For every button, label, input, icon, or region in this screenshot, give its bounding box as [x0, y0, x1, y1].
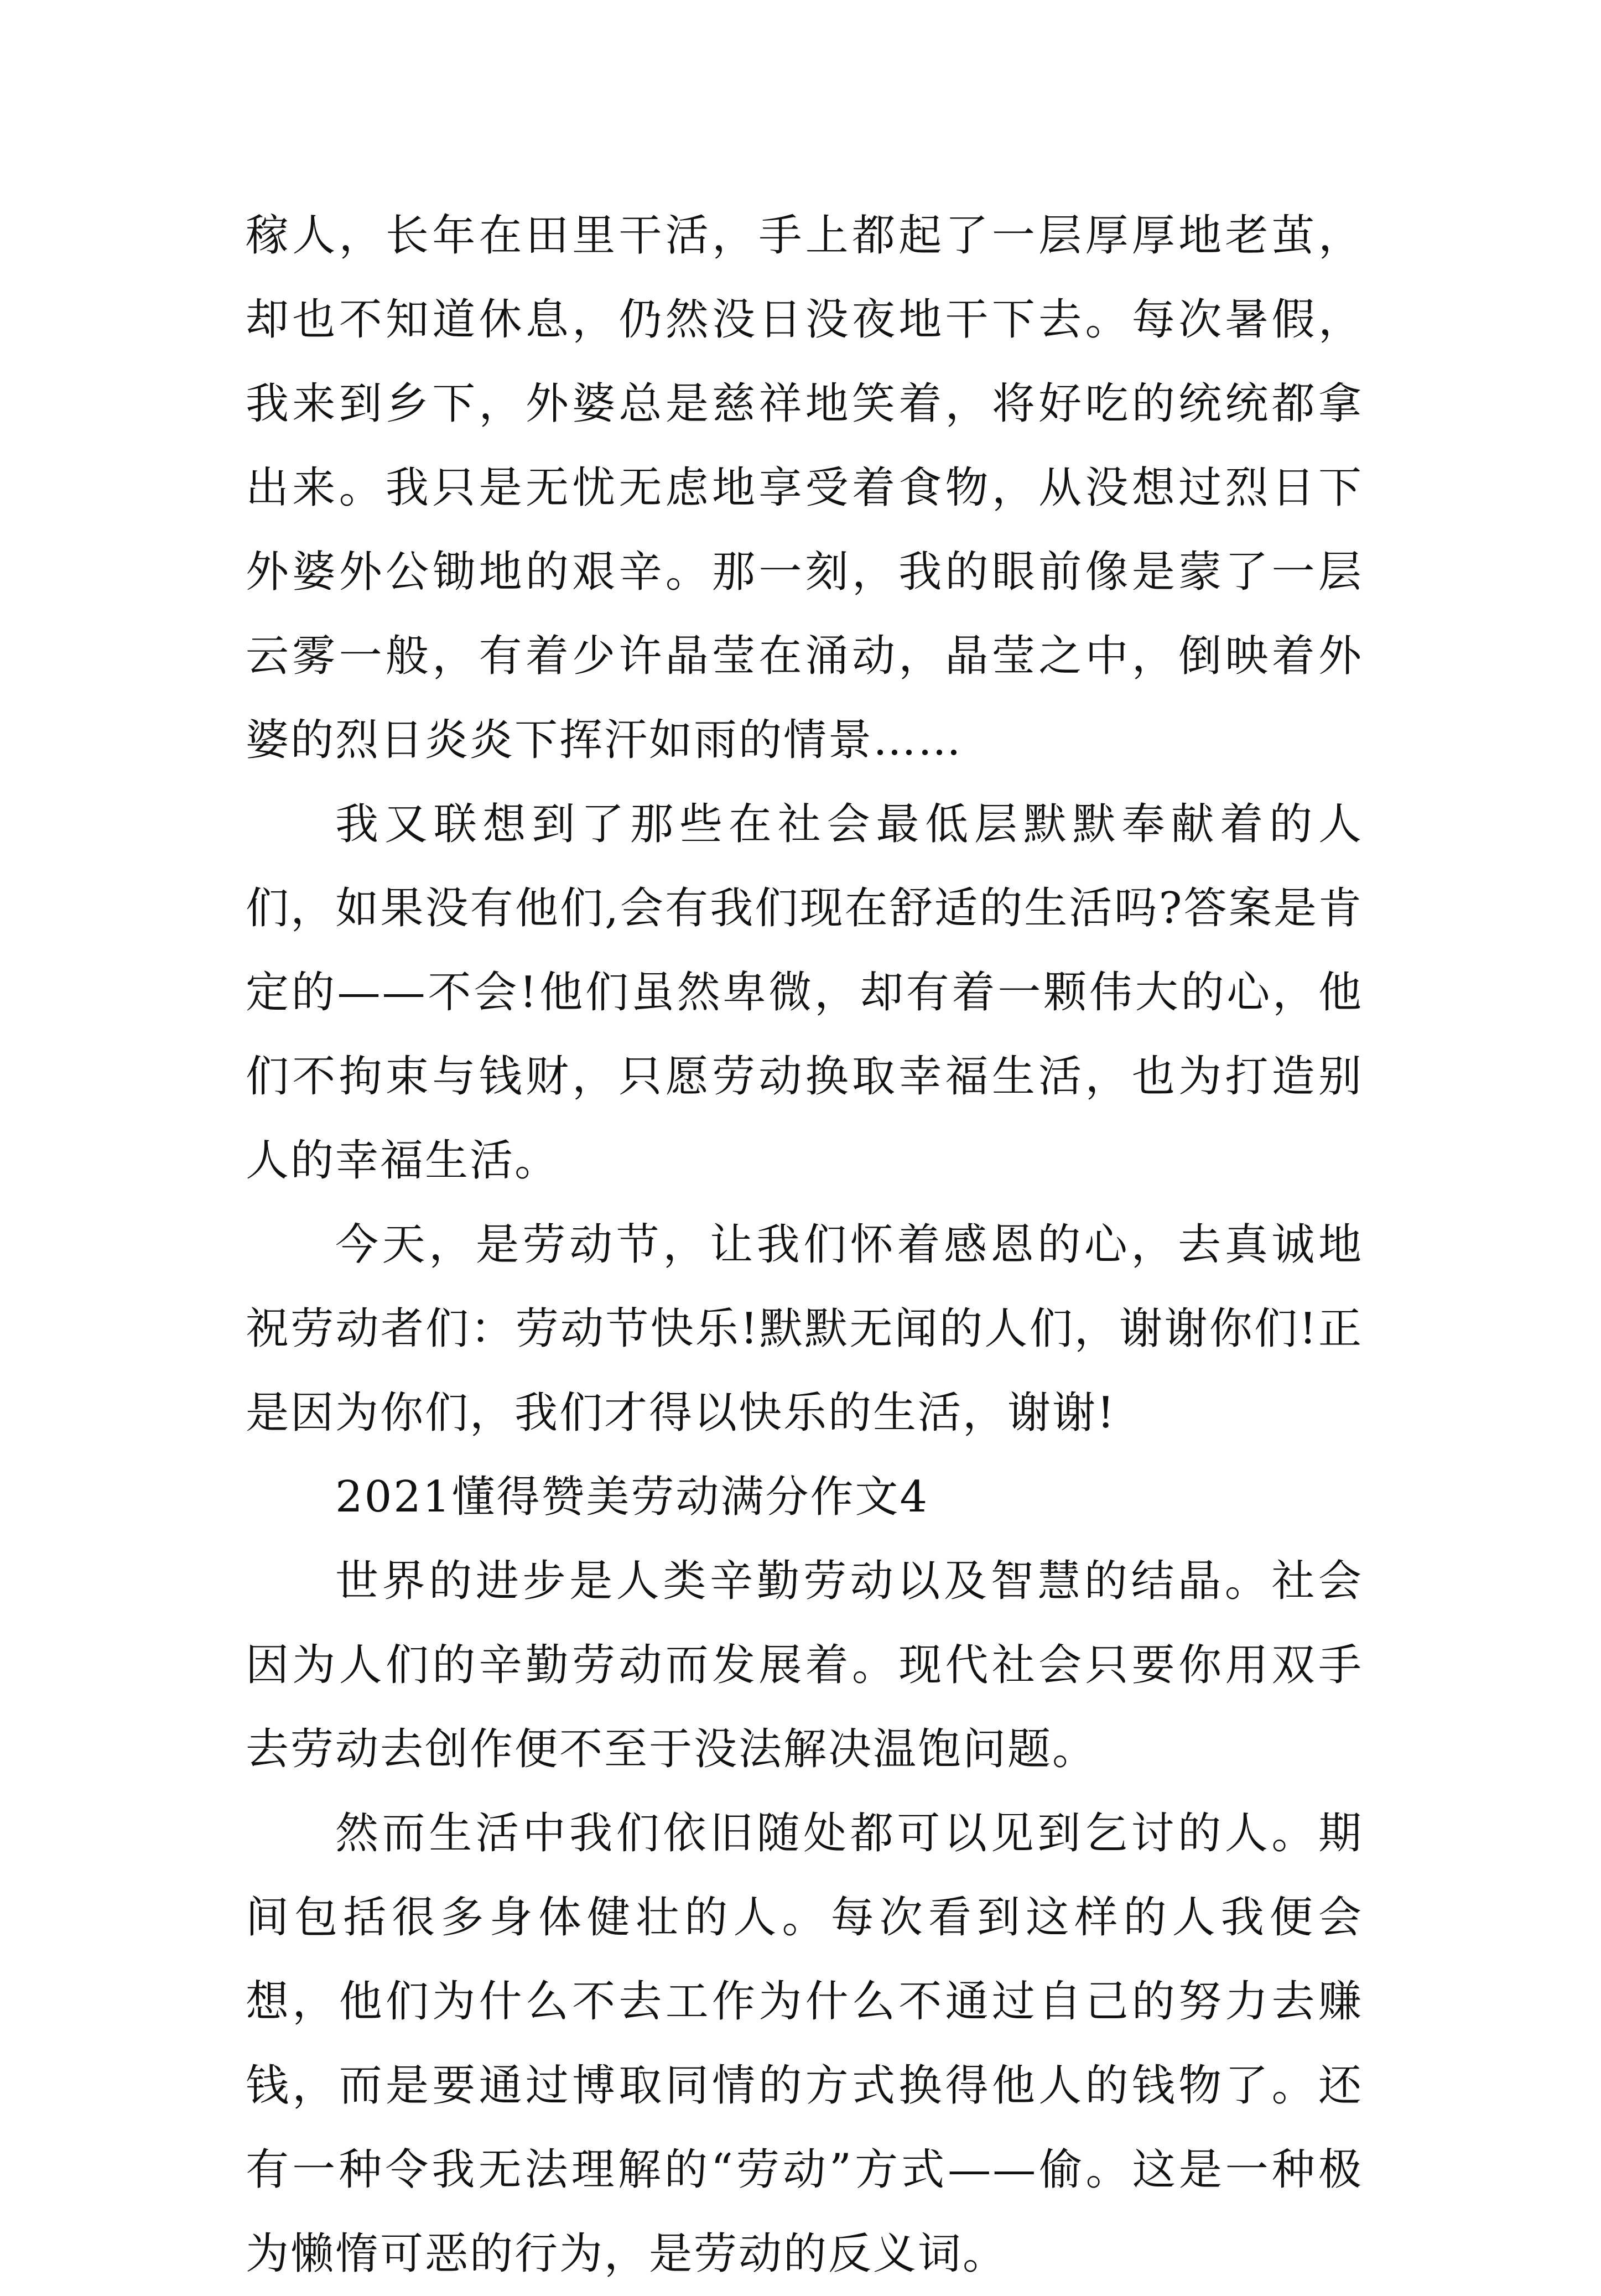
paragraph-progress: 世界的进步是人类辛勤劳动以及智慧的结晶。社会因为人们的辛勤劳动而发展着。现代社会只要你用双手去劳动去创作便不至于没法解决温饱问题。 — [246, 1556, 1363, 1774]
paragraph-workers: 我又联想到了那些在社会最低层默默奉献着的人们，如果没有他们,会有我们现在舒适的生活吗?答案是肯定的——不会!他们虽然卑微，却有着一颗伟大的心，他们不拘束与钱财，只愿劳动换取幸福生活，也为打造别人的幸福生活。 — [246, 799, 1363, 1186]
document-body — [246, 194, 1363, 2296]
section-heading: 2021懂得赞美劳动满分作文4 — [335, 1472, 929, 1522]
paragraph-begging: 然而生活中我们依旧随处都可以见到乞讨的人。期间包括很多身体健壮的人。每次看到这样的人我便会想，他们为什么不去工作为什么不通过自己的努力去赚钱，而是要通过博取同情的方式换得他人的钱物了。还有一种令我无法理解的“劳动”方式——偷。这是一种极为懒惰可恶的行为，是劳动的反义词。 — [246, 1809, 1363, 2279]
paragraph-continuation: 稼人，长年在田里干活，手上都起了一层厚厚地老茧，却也不知道休息，仍然没日没夜地干下去。每次暑假，我来到乡下，外婆总是慈祥地笑着，将好吃的统统都拿出来。我只是无忧无虑地享受着食物，从没想过烈日下外婆外公锄地的艰辛。那一刻，我的眼前像是蒙了一层云雾一般，有着少许晶莹在涌动，晶莹之中，倒映着外婆的烈日炎炎下挥汗如雨的情景…… — [246, 211, 1363, 765]
paragraph-labor-day: 今天，是劳动节，让我们怀着感恩的心，去真诚地祝劳动者们：劳动节快乐!默默无闻的人们，谢谢你们!正是因为你们，我们才得以快乐的生活，谢谢! — [246, 1220, 1363, 1438]
